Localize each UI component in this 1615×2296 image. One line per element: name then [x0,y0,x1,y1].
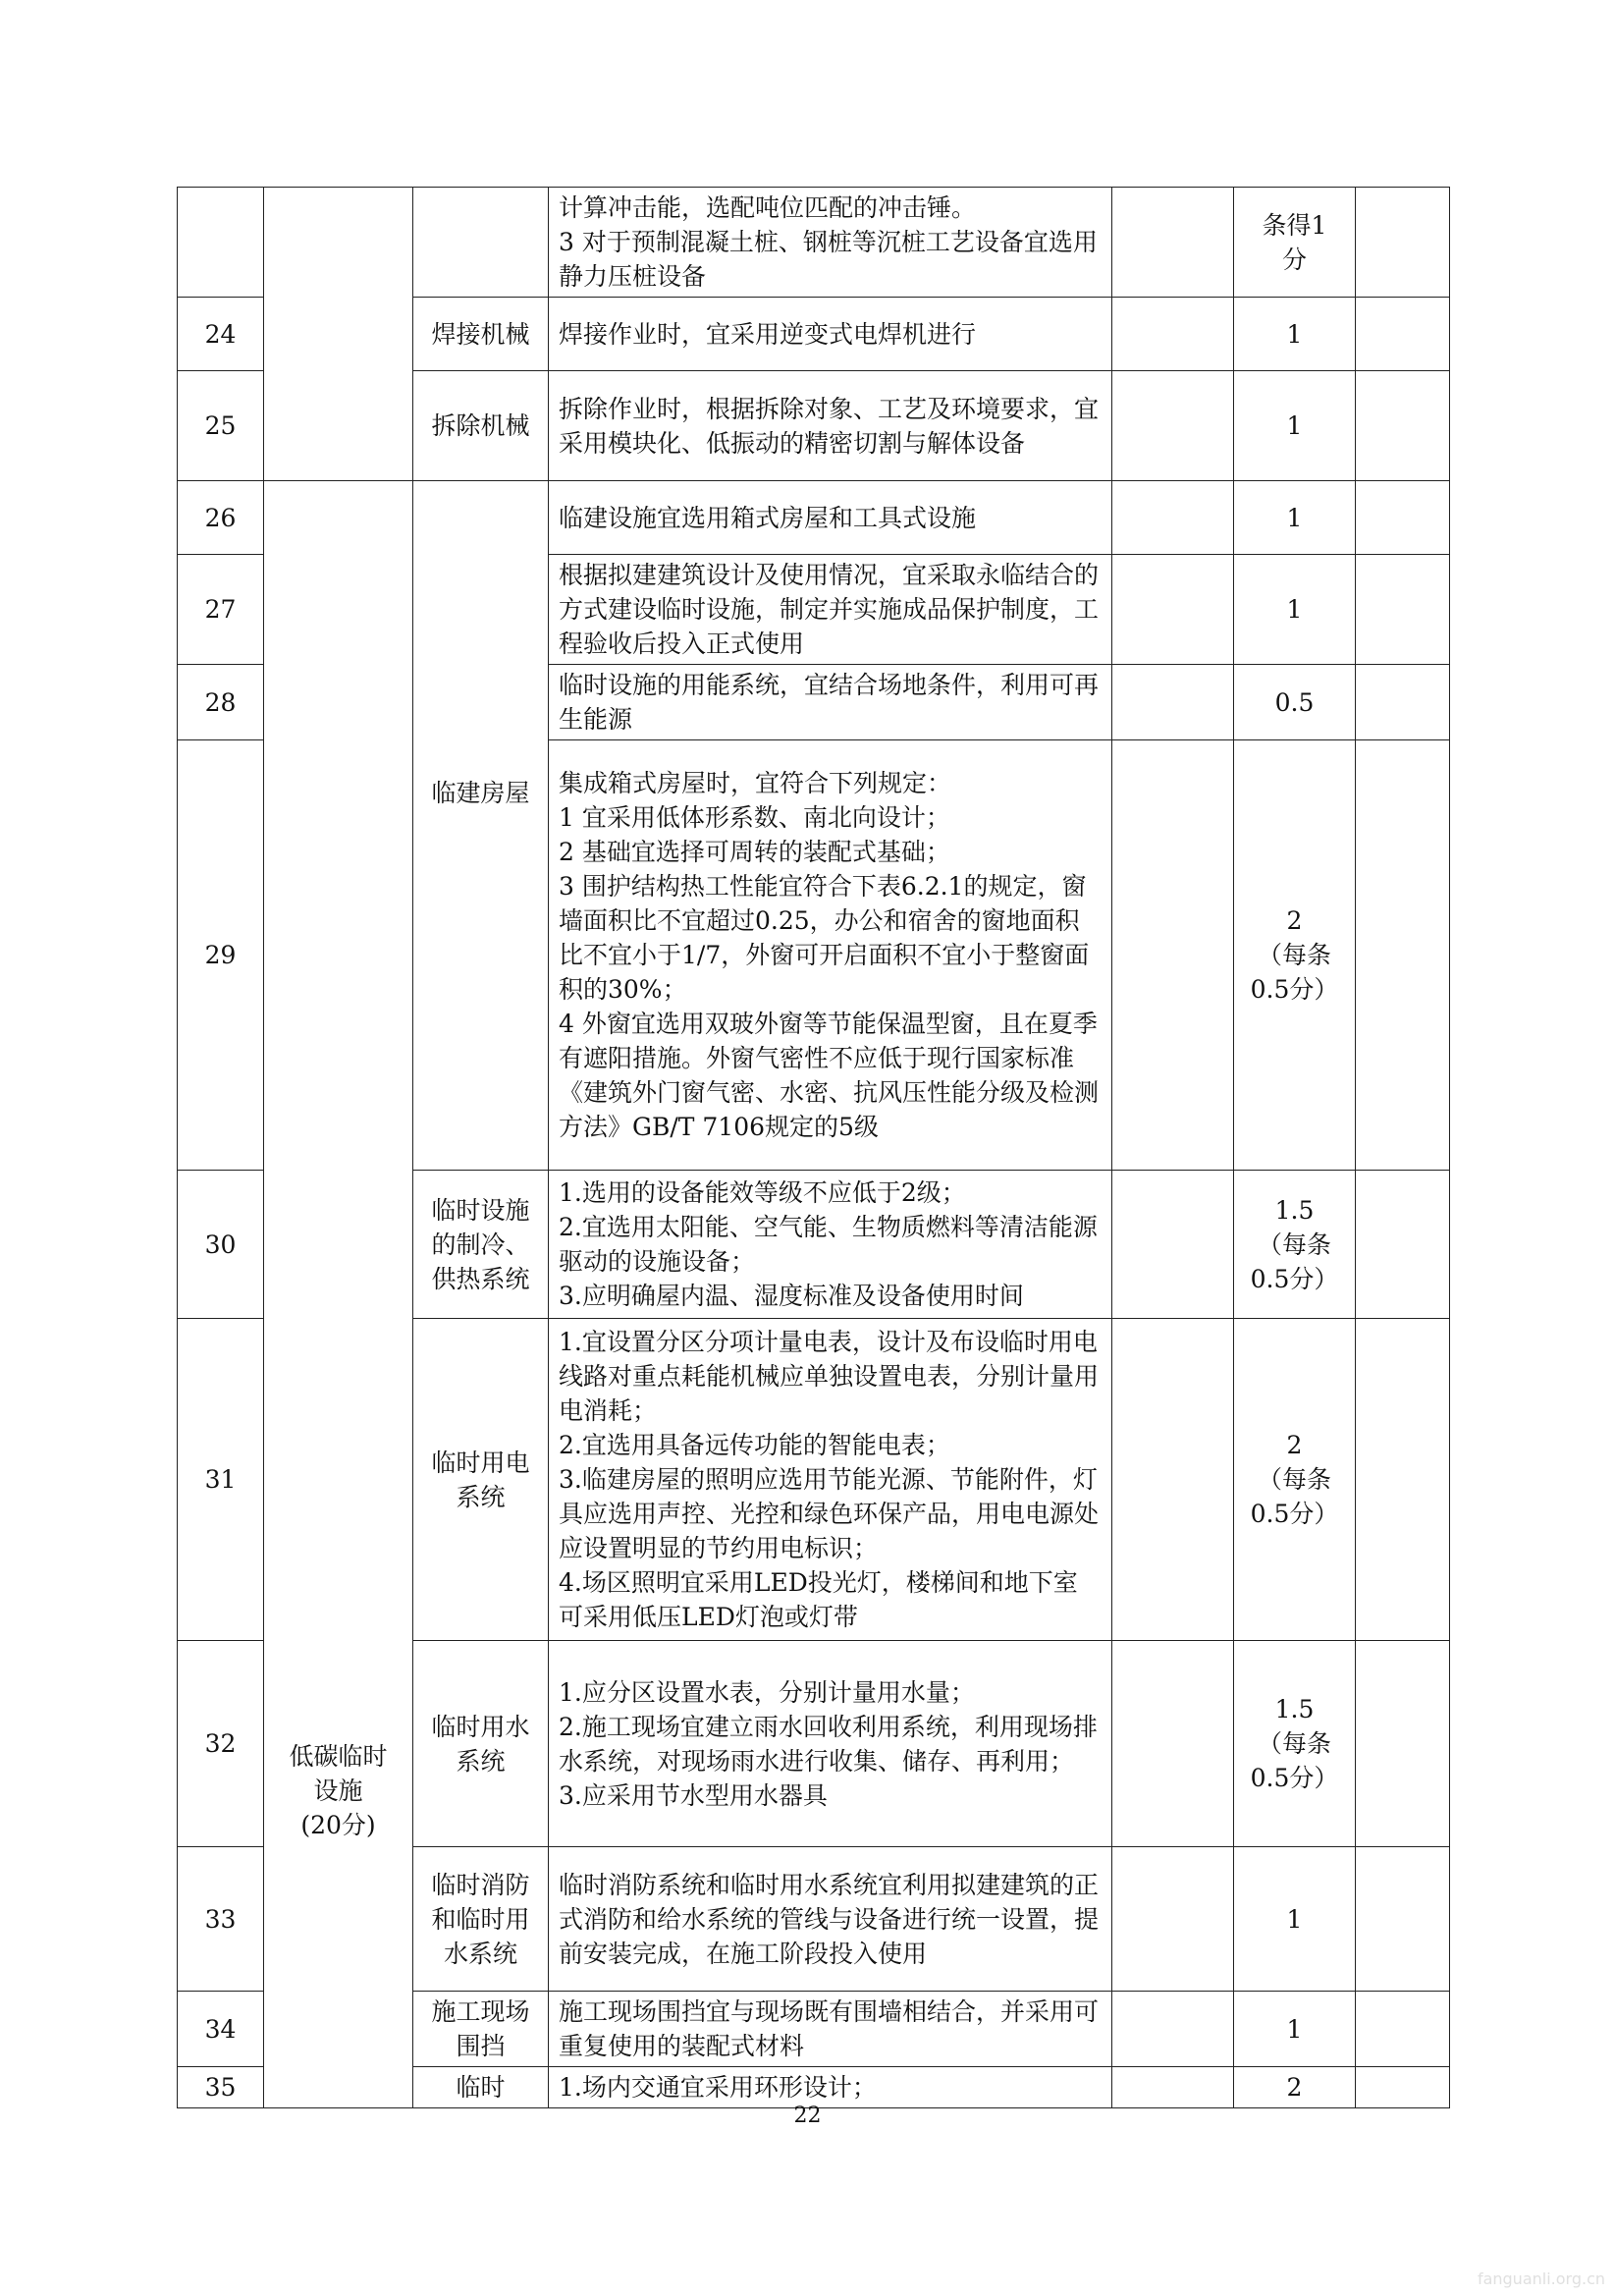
requirement-text [549,555,1112,665]
item-name [413,481,549,1171]
requirement-text [549,1171,1112,1319]
requirement-line: 2 基础宜选择可周转的装配式基础； [559,838,950,866]
requirement-line: 3.应采用节水型用水器具 [559,1780,828,1810]
blank-cell [1112,1319,1234,1641]
score-value [1234,1847,1356,1992]
page-number: 22 [793,2104,822,2128]
requirement-text [549,1992,1112,2067]
watermark: fanguanli.org.cn [1477,2269,1605,2288]
score-value [1234,1992,1356,2067]
score-line: 1 [1286,2014,1303,2044]
blank-cell [1356,1641,1450,1847]
score-value [1234,1641,1356,1847]
score-line: 1 [1286,595,1303,624]
blank-cell [1112,555,1234,665]
blank-cell [1112,665,1234,740]
requirement-line: 4.场区照明宜采用LED投光灯，楼梯间和地下室可采用低压LED灯泡或灯带 [559,1568,1078,1631]
blank-cell [1112,371,1234,481]
requirement-text [549,665,1112,740]
blank-cell [1356,1992,1450,2067]
requirement-line: 2.宜选用具备远传功能的智能电表； [559,1431,950,1459]
score-line: 分 [1281,245,1307,274]
requirement-line: 3 围护结构热工性能宜符合下表6.2.1的规定，窗墙面积比不宜超过0.25，办公和宿舍的窗地面积比不宜小于1/7，外窗可开启面积不宜小于整窗面积的30%； [559,872,1090,1004]
blank-cell [1112,188,1234,298]
requirement-line: 2.宜选用太阳能、空气能、生物质燃料等清洁能源驱动的设施设备； [559,1213,1098,1276]
score-line: 1 [1286,503,1303,532]
item-name: 临时用水系统 [413,1641,549,1847]
score-line: 0.5 [1274,687,1315,717]
score-line: 1 [1286,319,1303,349]
row-number: 32 [178,1641,264,1847]
requirement-text [549,1641,1112,1847]
category-label: 低碳临时 [289,1742,388,1771]
score-line: （每条 [1257,1465,1331,1494]
row-number: 25 [178,371,264,481]
blank-cell [1112,740,1234,1171]
score-line: （每条 [1257,1729,1331,1758]
item-name: 施工现场围挡 [413,1992,549,2067]
table-row [178,188,1450,298]
blank-cell [1112,2067,1234,2108]
requirement-line: 1.应分区设置水表，分别计量用水量； [559,1677,975,1707]
blank-cell [1356,1847,1450,1992]
score-value [1234,298,1356,371]
score-value [1234,371,1356,481]
requirement-line: 临时消防系统和临时用水系统宜利用拟建建筑的正式消防和给水系统的管线与设备进行统一设置，提前安装完成，在施工阶段投入使用 [559,1870,1100,1968]
requirement-text [549,188,1112,298]
requirement-line: 1 宜采用低体形系数、南北向设计； [559,803,950,832]
category-cell [264,481,413,2108]
blank-cell [1356,481,1450,555]
requirement-line: 2.施工现场宜建立雨水回收利用系统，利用现场排水系统，对现场雨水进行收集、储存、再利用； [559,1712,1098,1776]
requirement-text [549,1319,1112,1641]
requirement-line: 根据拟建建筑设计及使用情况，宜采取永临结合的方式建设临时设施，制定并实施成品保护制度，工程验收后投入正式使用 [559,561,1100,658]
requirement-text [549,1847,1112,1992]
score-line: 0.5分） [1250,1500,1339,1528]
category-label: 设施 [313,1777,363,1805]
row-number: 28 [178,665,264,740]
blank-cell [1356,298,1450,371]
row-number [178,188,264,298]
score-value [1234,1171,1356,1319]
score-line: 0.5分） [1250,1264,1339,1293]
category-cell-upper [264,188,413,481]
score-line: 2 [1286,2073,1303,2102]
score-line: 2 [1286,906,1303,935]
score-value [1234,188,1356,298]
score-line: 0.5分） [1250,1764,1339,1792]
blank-cell [1356,1171,1450,1319]
requirement-line: 计算冲击能，选配吨位匹配的冲击锤。 [559,193,977,222]
score-line: 1.5 [1274,1195,1315,1225]
score-line: （每条 [1257,1230,1331,1259]
requirement-text [549,2067,1112,2108]
score-value [1234,665,1356,740]
requirement-text [549,371,1112,481]
requirement-line: 焊接作业时，宜采用逆变式电焊机进行 [559,319,977,349]
item-name-text: 临建房屋 [431,779,530,807]
requirement-line: 3.临建房屋的照明应选用节能光源、节能附件，灯具应选用声控、光控和绿色环保产品，用电电源处应设置明显的节约用电标识； [559,1465,1100,1562]
item-name: 临时 [413,2067,549,2108]
item-name [413,188,549,298]
blank-cell [1112,298,1234,371]
requirement-line: 4 外窗宜选用双玻外窗等节能保温型窗，且在夏季有遮阳措施。外窗气密性不应低于现行国家标准《建筑外门窗气密、水密、抗风压性能分级及检测方法》GB/T 7106规定的5级 [559,1010,1100,1141]
row-number: 30 [178,1171,264,1319]
item-name: 焊接机械 [413,298,549,371]
item-name: 临时消防和临时用水系统 [413,1847,549,1992]
score-value [1234,481,1356,555]
item-name: 拆除机械 [413,371,549,481]
requirement-line: 3.应明确屋内温、湿度标准及设备使用时间 [559,1282,1024,1310]
requirement-line: 1.选用的设备能效等级不应低于2级； [559,1178,966,1207]
row-number: 26 [178,481,264,555]
row-number: 35 [178,2067,264,2108]
blank-cell [1112,481,1234,555]
category-points: (20分) [300,1811,376,1839]
blank-cell [1356,740,1450,1171]
score-line: 0.5分） [1250,975,1339,1004]
row-number: 24 [178,298,264,371]
blank-cell [1112,1847,1234,1992]
score-value [1234,740,1356,1171]
score-line: 2 [1286,1431,1303,1459]
score-value [1234,555,1356,665]
blank-cell [1356,2067,1450,2108]
score-line: 1 [1286,1904,1303,1934]
requirement-text [549,298,1112,371]
requirement-line: 1.场内交通宜采用环形设计； [559,2073,877,2102]
row-number: 27 [178,555,264,665]
blank-cell [1112,1171,1234,1319]
scoring-table [177,187,1450,2108]
score-value [1234,1319,1356,1641]
requirement-line: 1.宜设置分区分项计量电表，设计及布设临时用电线路对重点耗能机械应单独设置电表，分别计量用电消耗； [559,1328,1100,1425]
blank-cell [1356,371,1450,481]
requirement-line: 临时设施的用能系统，宜结合场地条件，利用可再生能源 [559,671,1100,734]
requirement-line: 拆除作业时，根据拆除对象、工艺及环境要求，宜采用模块化、低振动的精密切割与解体设备 [559,394,1100,458]
requirement-text [549,740,1112,1171]
score-line: （每条 [1257,941,1331,969]
requirement-line: 临建设施宜选用箱式房屋和工具式设施 [559,503,977,532]
blank-cell [1356,555,1450,665]
score-line: 条得1 [1262,210,1327,240]
row-number: 33 [178,1847,264,1992]
score-value [1234,2067,1356,2108]
blank-cell [1356,665,1450,740]
requirement-text [549,481,1112,555]
row-number: 34 [178,1992,264,2067]
table-row [178,481,1450,555]
score-line: 1.5 [1274,1695,1315,1723]
requirement-line: 集成箱式房屋时，宜符合下列规定： [559,769,952,797]
requirement-line: 3 对于预制混凝土桩、钢桩等沉桩工艺设备宜选用静力压桩设备 [559,228,1098,291]
item-name: 临时用电系统 [413,1319,549,1641]
row-number: 31 [178,1319,264,1641]
item-name: 临时设施的制冷、供热系统 [413,1171,549,1319]
row-number: 29 [178,740,264,1171]
blank-cell [1356,1319,1450,1641]
score-line: 1 [1286,411,1303,440]
blank-cell [1356,188,1450,298]
blank-cell [1112,1641,1234,1847]
requirement-line: 施工现场围挡宜与现场既有围墙相结合，并采用可重复使用的装配式材料 [559,1997,1100,2060]
blank-cell [1112,1992,1234,2067]
